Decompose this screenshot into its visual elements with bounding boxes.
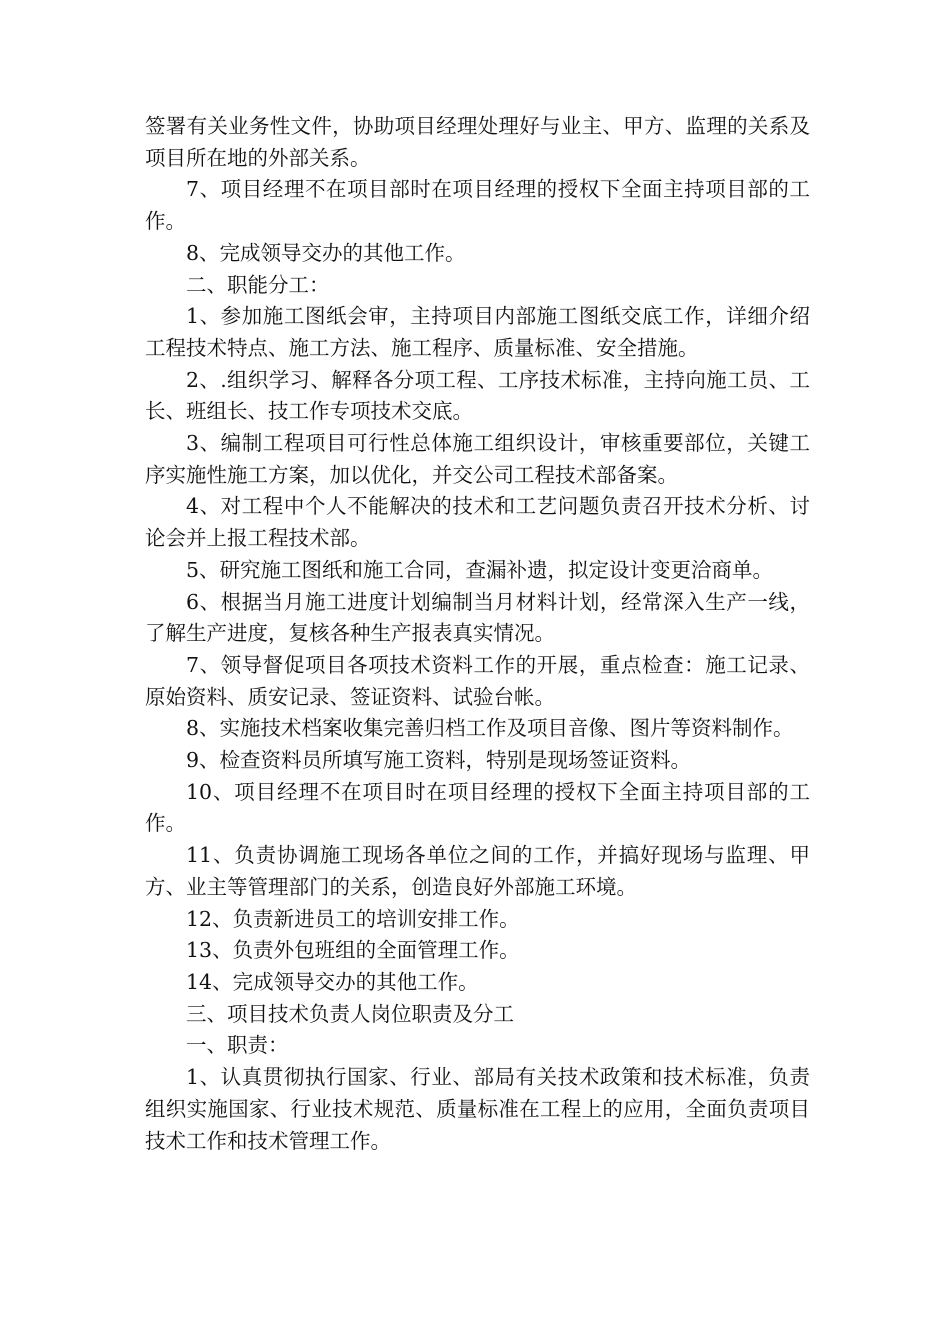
section-heading: 二、职能分工： bbox=[186, 272, 330, 297]
paragraph: 1、参加施工图纸会审，主持项目内部施工图纸交底工作，详细介绍工程技术特点、施工方法、施工程序、质量标准、安全措施。 bbox=[145, 304, 810, 360]
paragraph: 9、检查资料员所填写施工资料，特别是现场签证资料。 bbox=[186, 748, 692, 773]
paragraph: 6、根据当月施工进度计划编制当月材料计划，经常深入生产一线，了解生产进度，复核各种生产报表真实情况。 bbox=[145, 589, 810, 646]
section-heading: 一、职责： bbox=[186, 1033, 289, 1058]
paragraph: 8、实施技术档案收集完善归档工作及项目音像、图片等资料制作。 bbox=[186, 716, 794, 741]
paragraph: 4、对工程中个人不能解决的技术和工艺问题负责召开技术分析、讨论会并上报工程技术部。 bbox=[145, 494, 810, 551]
paragraph: 1、认真贯彻执行国家、行业、部局有关技术政策和技术标准，负责组织实施国家、行业技术规范、质量标准在工程上的应用，全面负责项目技术工作和技术管理工作。 bbox=[145, 1065, 810, 1153]
paragraph: 7、项目经理不在项目部时在项目经理的授权下全面主持项目部的工作。 bbox=[145, 177, 810, 234]
paragraph: 3、编制工程项目可行性总体施工组织设计，审核重要部位，关键工序实施性施工方案，加以优化，并交公司工程技术部备案。 bbox=[145, 431, 810, 487]
section-heading: 三、项目技术负责人岗位职责及分工 bbox=[186, 1001, 514, 1026]
paragraph: 11、负责协调施工现场各单位之间的工作，并搞好现场与监理、甲方、业主等管理部门的关系，创造良好外部施工环境。 bbox=[145, 843, 810, 899]
paragraph: 签署有关业务性文件，协助项目经理处理好与业主、甲方、监理的关系及项目所在地的外部关系。 bbox=[145, 114, 810, 170]
paragraph: 12、负责新进员工的培训安排工作。 bbox=[186, 906, 520, 931]
paragraph: 14、完成领导交办的其他工作。 bbox=[186, 969, 479, 994]
paragraph: 7、领导督促项目各项技术资料工作的开展，重点检查：施工记录、原始资料、质安记录、签证资料、试验台帐。 bbox=[145, 652, 810, 709]
document-body bbox=[145, 111, 810, 1157]
paragraph: 2、.组织学习、解释各分项工程、工序技术标准，主持向施工员、工长、班组长、技工作专项技术交底。 bbox=[145, 367, 810, 424]
paragraph: 10、项目经理不在项目时在项目经理的授权下全面主持项目部的工作。 bbox=[145, 779, 810, 836]
paragraph: 5、研究施工图纸和施工合同，查漏补遗，拟定设计变更洽商单。 bbox=[186, 557, 774, 582]
paragraph: 8、完成领导交办的其他工作。 bbox=[186, 240, 466, 265]
paragraph: 13、负责外包班组的全面管理工作。 bbox=[186, 938, 520, 963]
